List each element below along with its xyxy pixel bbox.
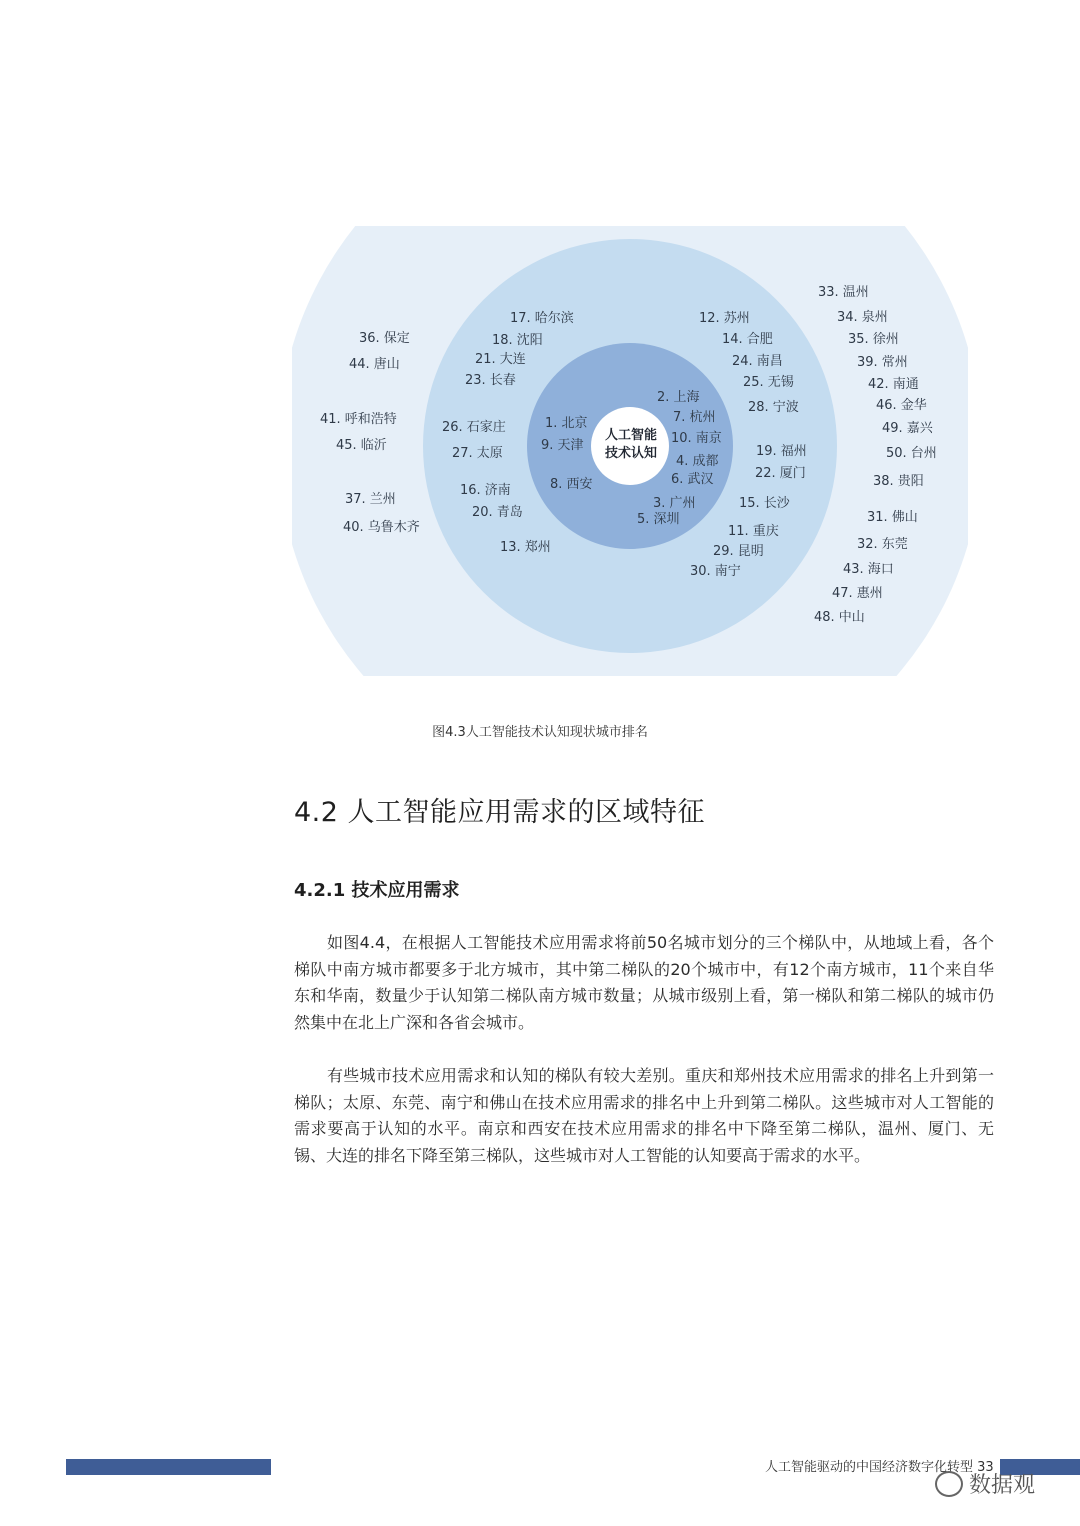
city-label-middle: 24. 南昌 — [732, 354, 783, 369]
city-label-outer: 49. 嘉兴 — [882, 421, 933, 436]
city-label-outer: 41. 呼和浩特 — [320, 412, 397, 427]
city-label-outer: 31. 佛山 — [867, 510, 918, 525]
city-label-middle: 14. 合肥 — [722, 332, 773, 347]
section-heading: 4.2 人工智能应用需求的区域特征 — [294, 797, 706, 828]
city-label-middle: 27. 太原 — [452, 446, 503, 461]
city-label-middle: 28. 宁波 — [748, 400, 799, 415]
figure-caption: 图4.3人工智能技术认知现状城市排名 — [432, 725, 648, 740]
footer-bar-left — [66, 1459, 271, 1475]
city-label-middle: 25. 无锡 — [743, 375, 794, 390]
city-label-outer: 43. 海口 — [843, 562, 894, 577]
wechat-icon — [935, 1471, 963, 1497]
city-label-outer: 39. 常州 — [857, 355, 908, 370]
center-label-line2: 技术认知 — [604, 446, 657, 461]
city-label-outer: 44. 唐山 — [349, 357, 400, 372]
city-label-inner: 3. 广州 — [653, 496, 696, 511]
city-label-inner: 2. 上海 — [657, 390, 700, 405]
city-label-middle: 11. 重庆 — [728, 524, 779, 539]
city-label-middle: 21. 大连 — [475, 352, 526, 367]
watermark-text: 数据观 — [969, 1473, 1036, 1498]
city-label-inner: 1. 北京 — [545, 416, 588, 431]
city-label-outer: 50. 台州 — [886, 446, 937, 461]
city-label-middle: 30. 南宁 — [690, 564, 741, 579]
center-label-line1: 人工智能 — [604, 428, 657, 443]
center-label — [593, 427, 669, 463]
city-label-outer: 40. 乌鲁木齐 — [343, 520, 420, 535]
footer-text: 人工智能驱动的中国经济数字化转型 33 — [765, 1460, 994, 1475]
paragraph-2: 有些城市技术应用需求和认知的梯队有较大差别。重庆和郑州技术应用需求的排名上升到第一梯队；太原、东莞、南宁和佛山在技术应用需求的排名中上升到第二梯队。这些城市对人工智能的需求要高于认知的水平。南京和西安在技术应用需求的排名中下降至第二梯队，温州、厦门、无锡、大连的排名下降至第三梯队，这些城市对人工智能的认知要高于需求的水平。 — [294, 1066, 994, 1165]
city-label-middle: 16. 济南 — [460, 483, 511, 498]
city-label-middle: 15. 长沙 — [739, 496, 790, 511]
city-label-outer: 46. 金华 — [876, 398, 927, 413]
city-ranking-figure — [292, 226, 968, 676]
city-label-middle: 26. 石家庄 — [442, 420, 506, 435]
city-label-middle: 22. 厦门 — [755, 466, 806, 481]
subsection-heading: 4.2.1 技术应用需求 — [294, 880, 460, 901]
city-label-inner: 7. 杭州 — [673, 410, 716, 425]
city-label-outer: 42. 南通 — [868, 377, 919, 392]
city-label-outer: 33. 温州 — [818, 285, 869, 300]
city-label-middle: 29. 昆明 — [713, 544, 764, 559]
city-label-outer: 32. 东莞 — [857, 537, 908, 552]
city-label-inner: 6. 武汉 — [671, 472, 714, 487]
city-label-inner: 4. 成都 — [676, 454, 719, 469]
city-label-outer: 45. 临沂 — [336, 438, 387, 453]
city-label-middle: 17. 哈尔滨 — [510, 311, 574, 326]
city-label-inner: 10. 南京 — [671, 431, 722, 446]
city-label-outer: 35. 徐州 — [848, 332, 899, 347]
city-label-inner: 9. 天津 — [541, 438, 584, 453]
city-label-middle: 13. 郑州 — [500, 540, 551, 555]
city-label-outer: 48. 中山 — [814, 610, 865, 625]
city-label-middle: 19. 福州 — [756, 444, 807, 459]
city-label-inner: 8. 西安 — [550, 477, 593, 492]
city-label-outer: 34. 泉州 — [837, 310, 888, 325]
paragraph-1: 如图4.4，在根据人工智能技术应用需求将前50名城市划分的三个梯队中，从地域上看，各个梯队中南方城市都要多于北方城市，其中第二梯队的20个城市中，有12个南方城市，11个来自华东和华南，数量少于认知第二梯队南方城市数量；从城市级别上看，第一梯队和第二梯队的城市仍然集中在北上广深和各省会城市。 — [294, 933, 994, 1032]
city-label-middle: 23. 长春 — [465, 373, 516, 388]
city-label-middle: 12. 苏州 — [699, 311, 750, 326]
city-label-inner: 5. 深圳 — [637, 512, 680, 527]
city-label-middle: 18. 沈阳 — [492, 333, 543, 348]
city-label-outer: 38. 贵阳 — [873, 474, 924, 489]
watermark — [935, 1468, 1035, 1499]
city-label-outer: 37. 兰州 — [345, 492, 396, 507]
city-label-outer: 36. 保定 — [359, 331, 410, 346]
city-label-outer: 47. 惠州 — [832, 586, 883, 601]
city-label-middle: 20. 青岛 — [472, 505, 523, 520]
